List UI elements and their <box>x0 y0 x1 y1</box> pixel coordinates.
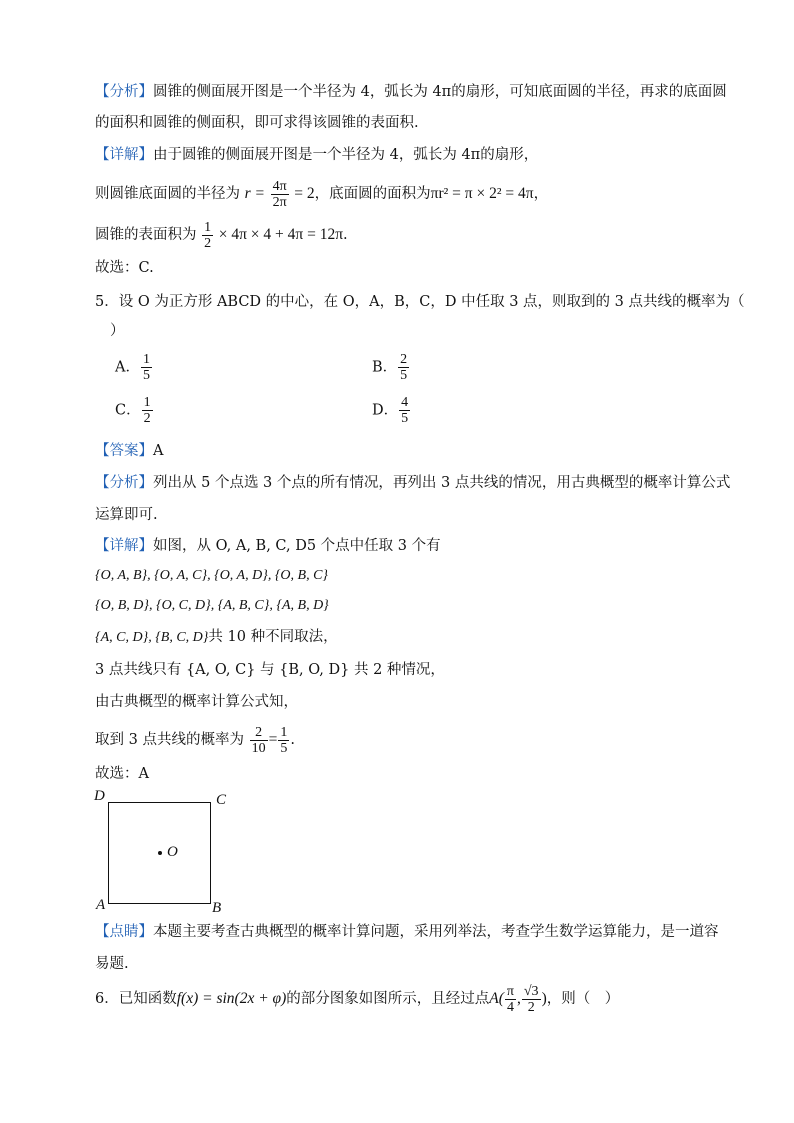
q5-formula-line: 由古典概型的概率计算公式知， <box>95 694 298 710</box>
q6-function: f(x) = sin(2x + φ) <box>176 990 287 1007</box>
q5-collinear-line: 3 点共线只有 {A, O, C} 与 {B, O, D} 共 2 种情况， <box>95 662 445 678</box>
vertex-c-label: C <box>216 792 227 808</box>
q5-detail-line-1 <box>95 536 441 556</box>
q4-radius-value: = 2 <box>294 185 315 202</box>
q5-answer-line <box>95 441 163 461</box>
q5-choice: 故选：A <box>95 766 149 782</box>
center-point <box>158 851 162 855</box>
q5-answer: A <box>153 443 164 459</box>
q5-option-c: C． $\frac{1}{2}$ <box>115 395 151 426</box>
q4-radius-fraction: $\frac{4\pi}{2\pi}$ <box>272 178 287 210</box>
q5-comment-text: 本题主要考查古典概型的概率计算问题，采用列举法，考查学生数学运算能力，是一道容 <box>153 924 719 940</box>
q4-surface-text: 圆锥的表面积为 <box>95 227 197 243</box>
q5-sets-line-1: {O, A, B}, {O, A, C}, {O, A, D}, {O, B, C} <box>95 568 329 583</box>
vertex-a-label: A <box>96 897 106 913</box>
vertex-d-label: D <box>94 788 105 804</box>
q4-detail-text: 由于圆锥的侧面展开图是一个半径为 4，弧长为 4π的扇形， <box>153 147 539 163</box>
q4-area-text: ，底面圆的面积为 <box>314 186 431 202</box>
q4-analysis-text: 圆锥的侧面展开图是一个半径为 4，弧长为 4π的扇形，可知底面圆的半径，再求的底面圆 <box>153 84 727 100</box>
q4-analysis-line-1 <box>95 82 727 102</box>
q5-stem-line-1: 5．设 O 为正方形 ABCD 的中心，在 O，A，B，C，D 中任取 3 点，则取到的 3 点共线的概率为（ <box>95 294 745 310</box>
q4-detail-line-3: 圆锥的表面积为 $\frac{1}{2}$ × 4π × 4 + 4π = 12π. <box>95 219 348 251</box>
q5-sets-line-3: {A, C, D}, {B, C, D}共 10 种不同取法， <box>95 629 338 645</box>
q6-stem: 6．已知函数f(x) = sin(2x + φ)的部分图象如图所示，且经过点A( $\frac{\pi}{4}$ , $\frac{√3}{2}$ )，则（ ） <box>95 983 620 1015</box>
q5-comment-line-1 <box>95 922 719 942</box>
q4-radius-text: 则圆锥底面圆的半径为 <box>95 186 240 202</box>
q4-detail-line-2: 则圆锥底面圆的半径为 r = $\frac{4\pi}{2\pi}$ = 2，底面圆的面积为πr² = π × 2² = 4π， <box>95 178 549 210</box>
q5-option-d: D． $\frac{4}{5}$ <box>372 395 409 426</box>
q4-surface-formula: × 4π × 4 + 4π = 12π <box>218 226 344 243</box>
q5-analysis-line-1 <box>95 473 730 493</box>
q4-area-formula: πr² = π × 2² = 4π <box>430 185 534 202</box>
q5-sets-line-2: {O, B, D}, {O, C, D}, {A, B, C}, {A, B, D} <box>95 598 329 613</box>
q5-analysis-text: 列出从 5 个点选 3 个点的所有情况，再列出 3 点共线的情况，用古典概型的概率计算公式 <box>153 475 731 491</box>
q4-radius-var: r = <box>244 185 265 202</box>
square-figure <box>92 788 242 918</box>
q4-choice: 故选：C. <box>95 260 154 276</box>
detail-tag: 【详解】 <box>95 147 153 163</box>
answer-tag: 【答案】 <box>95 443 153 459</box>
detail-tag: 【详解】 <box>95 538 153 554</box>
q5-option-a: A． $\frac{1}{5}$ <box>115 352 150 383</box>
q4-detail-line-1 <box>95 145 538 165</box>
q4-half-fraction: $\frac{1}{2}$ <box>204 219 212 251</box>
q5-detail-text: 如图，从 O, A, B, C, D5 个点中任取 3 个有 <box>153 538 441 554</box>
q5-stem-line-2: ） <box>110 323 125 339</box>
comment-tag: 【点睛】 <box>95 924 153 940</box>
center-o-label: O <box>167 844 178 860</box>
q5-probability-line: 取到 3 点共线的概率为 $\frac{2}{10}$ = $\frac{1}{5}$ . <box>95 724 295 756</box>
q5-analysis-line-2: 运算即可. <box>95 507 158 523</box>
q5-option-b: B． $\frac{2}{5}$ <box>372 352 408 383</box>
analysis-tag: 【分析】 <box>95 84 153 100</box>
analysis-tag: 【分析】 <box>95 475 153 491</box>
q4-analysis-line-2: 的面积和圆锥的侧面积，即可求得该圆锥的表面积. <box>95 115 419 131</box>
vertex-b-label: B <box>212 900 222 916</box>
q5-comment-line-2: 易题. <box>95 956 129 972</box>
